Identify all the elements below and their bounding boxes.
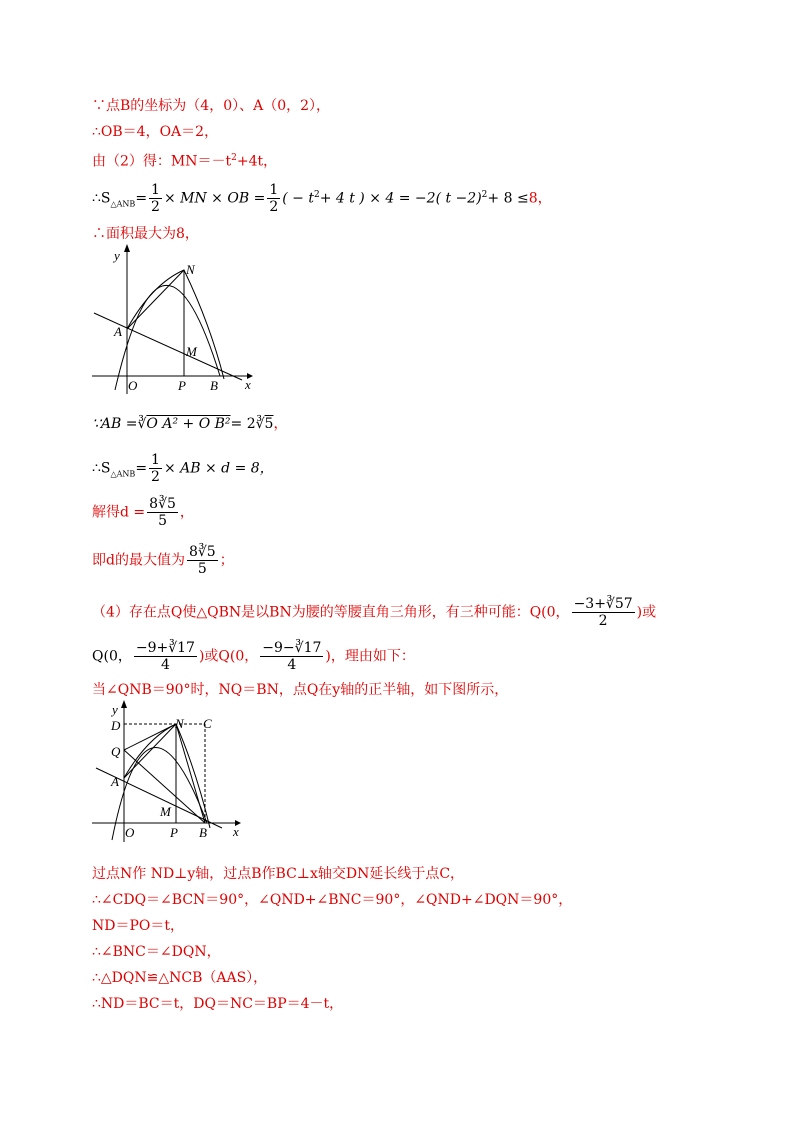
line-7-mid: × AB × d = 8， xyxy=(163,460,274,477)
line-7 xyxy=(92,452,274,485)
line-2: ∴OB＝4，OA＝2， xyxy=(92,124,219,140)
line-9-end: ； xyxy=(219,552,234,569)
fig2-label-N: N xyxy=(175,716,184,731)
line-18: ∴ND＝BC＝t，DQ＝NC＝BP＝4－t， xyxy=(92,996,344,1012)
line-10-prefix: （4）存在点Q使△QBN是以BN为腰的等腰直角三角形，有三种可能：Q(0， xyxy=(92,604,570,621)
fig1-label-A: A xyxy=(114,324,122,339)
line-10-frac: $\frac{-3+∛57}{2}$ xyxy=(573,596,633,629)
fig2-label-Q: Q xyxy=(111,744,121,759)
line-8-prefix: 解得d = xyxy=(92,504,146,521)
fig2-label-P: P xyxy=(170,825,178,840)
line-11-a: Q(0， xyxy=(92,648,132,665)
figure-2 xyxy=(92,700,252,845)
line-6-rad: O A² + O B² xyxy=(146,416,231,432)
line-5: ∴面积最大为8， xyxy=(92,226,199,242)
fig1-label-y: y xyxy=(114,248,120,263)
line-6-val: 5 xyxy=(264,416,274,432)
line-13: 过点N作 ND⊥y轴，过点B作BC⊥x轴交DN延长线于点C， xyxy=(92,866,465,882)
line-8 xyxy=(92,496,194,529)
line-4-prefix: ∴S xyxy=(92,190,111,207)
line-10-end: )或 xyxy=(636,604,657,621)
line-14: ∴∠CDQ＝∠BCN＝90°，∠QND+∠BNC＝90°，∠QND+∠DQN＝90°， xyxy=(92,892,573,908)
line-3-sup: 2 xyxy=(231,153,237,163)
line-7-eq: = xyxy=(135,460,148,477)
line-9-prefix: 即d的最大值为 xyxy=(92,552,185,569)
line-4-sup-1: 2 xyxy=(313,189,320,200)
line-6-prefix: ∵AB = xyxy=(92,416,138,432)
line-4-max: 8 xyxy=(528,190,538,207)
line-6 xyxy=(92,414,287,434)
fig2-label-O: O xyxy=(125,825,135,840)
line-10 xyxy=(92,596,656,629)
line-11-b: )或Q(0， xyxy=(198,648,259,665)
fig2-label-C: C xyxy=(203,716,212,731)
line-11-frac-2: $\frac{-9-∛17}{4}$ xyxy=(262,640,322,673)
line-12: 当∠QNB＝90°时，NQ＝BN，点Q在y轴的正半轴，如下图所示， xyxy=(92,682,509,698)
line-1: ∵点B的坐标为（4，0）、A（0，2）， xyxy=(92,98,331,114)
fig1-label-P: P xyxy=(178,378,186,393)
line-15: ND＝PO＝t， xyxy=(92,918,184,934)
line-3-suffix: +4t， xyxy=(236,153,278,170)
line-7-half: $\frac{1}{2}$ xyxy=(151,452,160,485)
fig2-label-x: x xyxy=(233,824,239,839)
line-11-frac-1: $\frac{-9+∛17}{4}$ xyxy=(135,640,195,673)
line-4-area-formula xyxy=(92,182,552,215)
line-7-prefix: ∴S xyxy=(92,460,111,477)
fig2-label-M: M xyxy=(160,804,171,819)
line-16: ∴∠BNC＝∠DQN， xyxy=(92,944,221,960)
fig2-label-D: D xyxy=(111,718,121,733)
line-4-sup-2: 2 xyxy=(481,189,488,200)
figure-1 xyxy=(92,244,262,394)
line-4-end: ， xyxy=(537,190,552,207)
line-4-half-2: $\frac{1}{2}$ xyxy=(269,182,279,215)
fig1-label-x: x xyxy=(245,377,251,392)
line-11-c: )，理由如下： xyxy=(325,648,415,665)
line-11 xyxy=(92,640,415,673)
line-7-sub: △ANB xyxy=(110,469,136,479)
line-6-root-sign-2: ∛ xyxy=(255,416,265,432)
fig1-label-M: M xyxy=(186,344,197,359)
fig2-label-B: B xyxy=(199,825,207,840)
line-6-eq: = 2 xyxy=(230,416,256,432)
fig2-label-A: A xyxy=(111,774,119,789)
line-4-mid3: + 4 t ) × 4 = −2( t −2) xyxy=(319,190,482,207)
line-9 xyxy=(92,544,234,577)
line-4-mid2: ( − t xyxy=(282,190,314,207)
line-3-prefix: 由（2）得：MN＝－t xyxy=(92,153,232,170)
line-8-frac: $\frac{8∛5}{5}$ xyxy=(149,496,176,529)
line-6-end: ， xyxy=(273,416,288,432)
line-4-sub: △ANB xyxy=(110,199,136,209)
fig1-label-O: O xyxy=(128,378,138,393)
line-4-mid4: + 8 ≤ xyxy=(487,190,529,207)
line-4-half-1: $\frac{1}{2}$ xyxy=(151,182,160,215)
line-4-eq: = xyxy=(135,190,148,207)
fig1-label-N: N xyxy=(186,262,195,277)
fig1-label-B: B xyxy=(210,378,218,393)
line-9-frac: $\frac{8∛5}{5}$ xyxy=(188,544,216,577)
line-8-end: ， xyxy=(179,504,194,521)
fig2-label-y: y xyxy=(112,702,118,717)
line-17: ∴△DQN≌△NCB（AAS）， xyxy=(92,970,268,986)
line-3 xyxy=(92,148,277,172)
line-6-root-sign: ∛ xyxy=(137,416,147,432)
line-4-mid1: × MN × OB = xyxy=(163,190,266,207)
